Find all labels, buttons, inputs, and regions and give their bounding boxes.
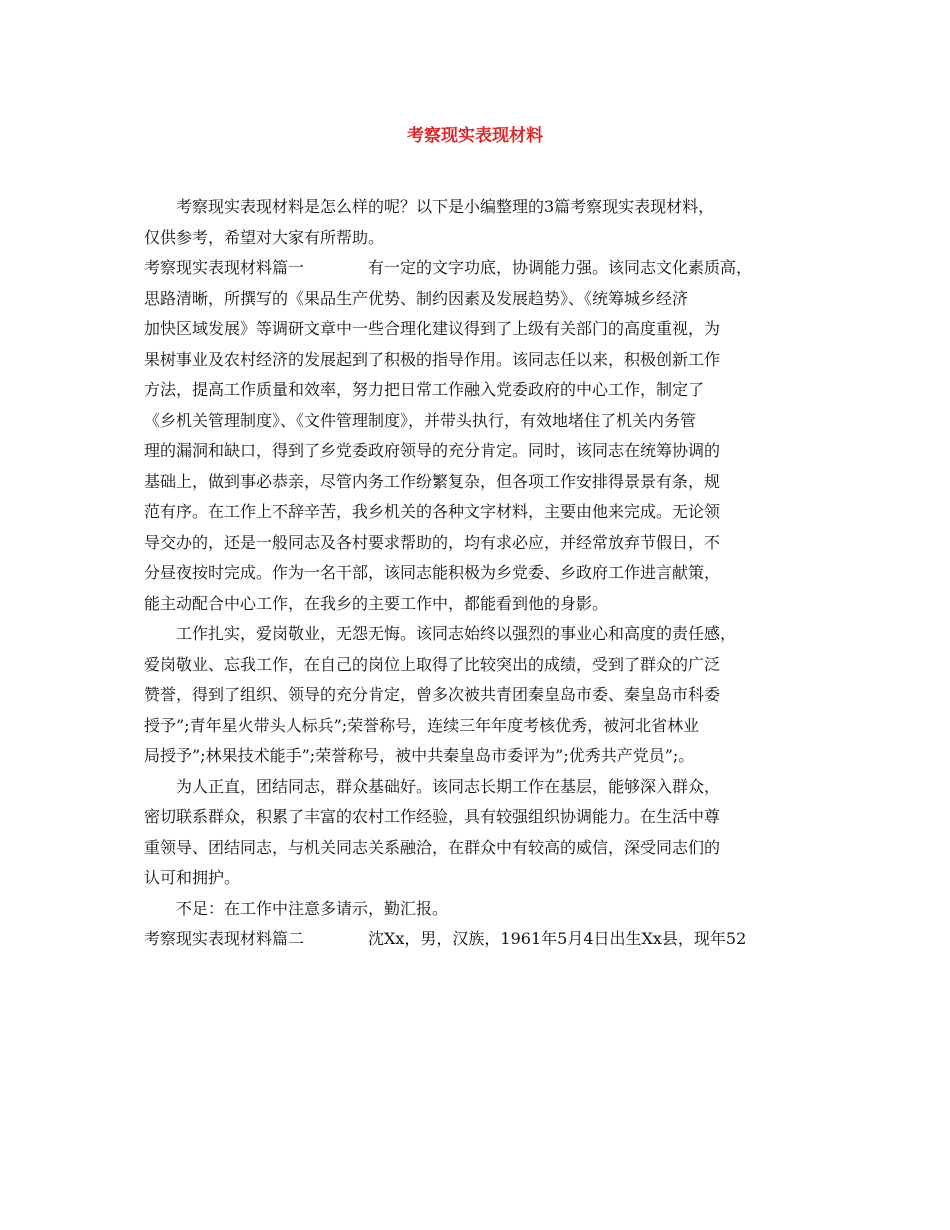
section1-line-1: 思路清晰，所撰写的《果品生产优势、制约因素及发展趋势》、《统筹城乡经济 xyxy=(144,288,689,308)
para3-line-1: 为人正直，团结同志，群众基础好。该同志长期工作在基层，能够深入群众， xyxy=(176,776,721,796)
section1-line-6: 理的漏洞和缺口，得到了乡党委政府领导的充分肯定。同时，该同志在统筹协调的 xyxy=(144,441,721,460)
para2-line-3: 赞誉，得到了组织、领导的充分肯定，曾多次被共青团秦皇岛市委、秦皇岛市科委 xyxy=(144,685,721,704)
section1-line-5: 《乡机关管理制度》、《文件管理制度》，并带头执行，有效地堵住了机关内务管 xyxy=(144,410,697,430)
section2-first-text: 沈Xx，男，汉族，1961年5月4日出生Xx县，现年52 xyxy=(368,929,747,948)
para2-line-2: 爱岗敬业、忘我工作，在自己的岗位上取得了比较突出的成绩，受到了群众的广泛 xyxy=(144,654,721,674)
para4-line-1: 不足：在工作中注意多请示，勤汇报。 xyxy=(176,898,449,918)
section2-heading: 考察现实表现材料篇二 xyxy=(144,929,305,948)
section1-line-4: 方法，提高工作质量和效率，努力把日常工作融入党委政府的中心工作，制定了 xyxy=(144,380,705,399)
section1-line-8: 范有序。在工作上不辞辛苦，我乡机关的各种文字材料，主要由他来完成。无论领 xyxy=(144,502,721,521)
section1-first-text: 有一定的文字功底，协调能力强。该同志文化素质高， xyxy=(368,258,753,277)
section1-first-line xyxy=(144,253,824,284)
section2-first-line xyxy=(144,924,824,955)
section1-line-3: 果树事业及农村经济的发展起到了积极的指导作用。该同志任以来，积极创新工作 xyxy=(144,349,721,369)
section1-line-2: 加快区域发展》等调研文章中一些合理化建议得到了上级有关部门的高度重视，为 xyxy=(144,319,721,338)
para2-line-4: 授予”;青年星火带头人标兵”;荣誉称号，连续三年年度考核优秀，被河北省林业 xyxy=(144,715,700,735)
para3-line-2: 密切联系群众，积累了丰富的农村工作经验，具有较强组织协调能力。在生活中尊 xyxy=(144,807,721,826)
para3-line-4: 认可和拥护。 xyxy=(144,868,241,887)
document-title: 考察现实表现材料 xyxy=(407,126,543,146)
section1-line-11: 能主动配合中心工作，在我乡的主要工作中，都能看到他的身影。 xyxy=(144,593,609,613)
section1-heading: 考察现实表现材料篇一 xyxy=(144,258,305,277)
section1-line-9: 导交办的，还是一般同志及各村要求帮助的，均有求必应，并经常放弃节假日，不 xyxy=(144,532,721,552)
section1-line-10: 分昼夜按时完成。作为一名干部，该同志能积极为乡党委、乡政府工作进言献策， xyxy=(144,563,721,582)
intro-line-1: 考察现实表现材料是怎么样的呢？以下是小编整理的3篇考察现实表现材料， xyxy=(176,197,715,216)
para3-line-3: 重领导、团结同志，与机关同志关系融洽，在群众中有较高的威信，深受同志们的 xyxy=(144,837,721,857)
intro-line-2: 仅供参考，希望对大家有所帮助。 xyxy=(144,227,385,247)
document-body xyxy=(144,192,824,955)
para2-line-5: 局授予”;林果技术能手”;荣誉称号，被中共秦皇岛市委评为”;优秀共产党员”;。 xyxy=(144,746,695,765)
para2-line-1: 工作扎实，爱岗敬业，无怨无悔。该同志始终以强烈的事业心和高度的责任感， xyxy=(176,624,737,643)
section1-line-7: 基础上，做到事必恭亲，尽管内务工作纷繁复杂，但各项工作安排得景景有条，规 xyxy=(144,471,721,491)
